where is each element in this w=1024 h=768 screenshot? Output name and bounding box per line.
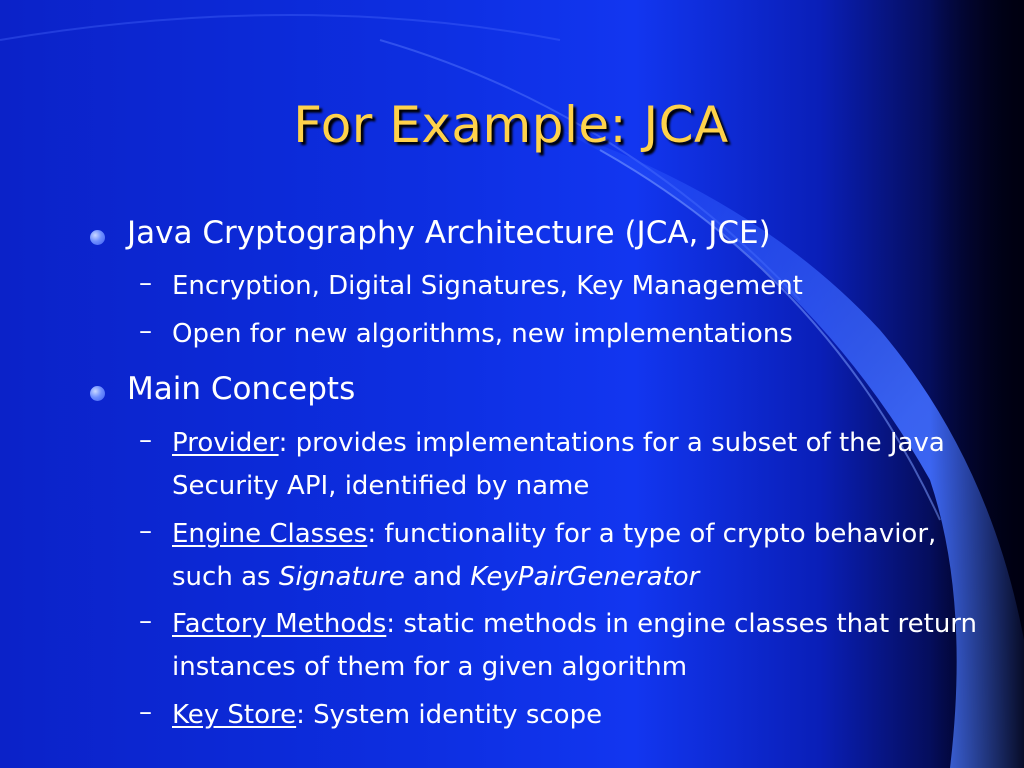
bullet-item: Java Cryptography Architecture (JCA, JCE) (127, 215, 771, 251)
sub-bullet-dash: – (139, 316, 152, 346)
sub-bullet-item: Provider: provides implementations for a subset of the Java Security API, identified by name (172, 428, 945, 501)
sub-bullet-dash: – (139, 697, 152, 727)
term-factory-methods: Factory Methods (172, 609, 387, 639)
sub-bullet-item: Engine Classes: functionality for a type of crypto behavior, such as Signature and KeyPairGenerator (172, 519, 937, 592)
sub-bullet-dash: – (139, 606, 152, 636)
sub-bullet-dash: – (139, 425, 152, 455)
sub-bullet-dash: – (139, 268, 152, 298)
bullet-dot (90, 230, 105, 245)
bullet-dot (90, 386, 105, 401)
sub-bullet-item: Factory Methods: static methods in engine classes that return instances of them for a given algorithm (172, 609, 978, 682)
sub-bullet-item: Encryption, Digital Signatures, Key Management (172, 271, 803, 301)
slide-title: For Example: JCA (293, 96, 729, 154)
term-engine-classes: Engine Classes (172, 519, 368, 549)
sub-bullet-item: Open for new algorithms, new implementations (172, 319, 793, 349)
term-provider: Provider (172, 428, 279, 458)
bullet-item: Main Concepts (127, 371, 356, 407)
term-key-store: Key Store (172, 700, 297, 730)
sub-bullet-item: Key Store: System identity scope (172, 700, 603, 730)
sub-bullet-dash: – (139, 516, 152, 546)
